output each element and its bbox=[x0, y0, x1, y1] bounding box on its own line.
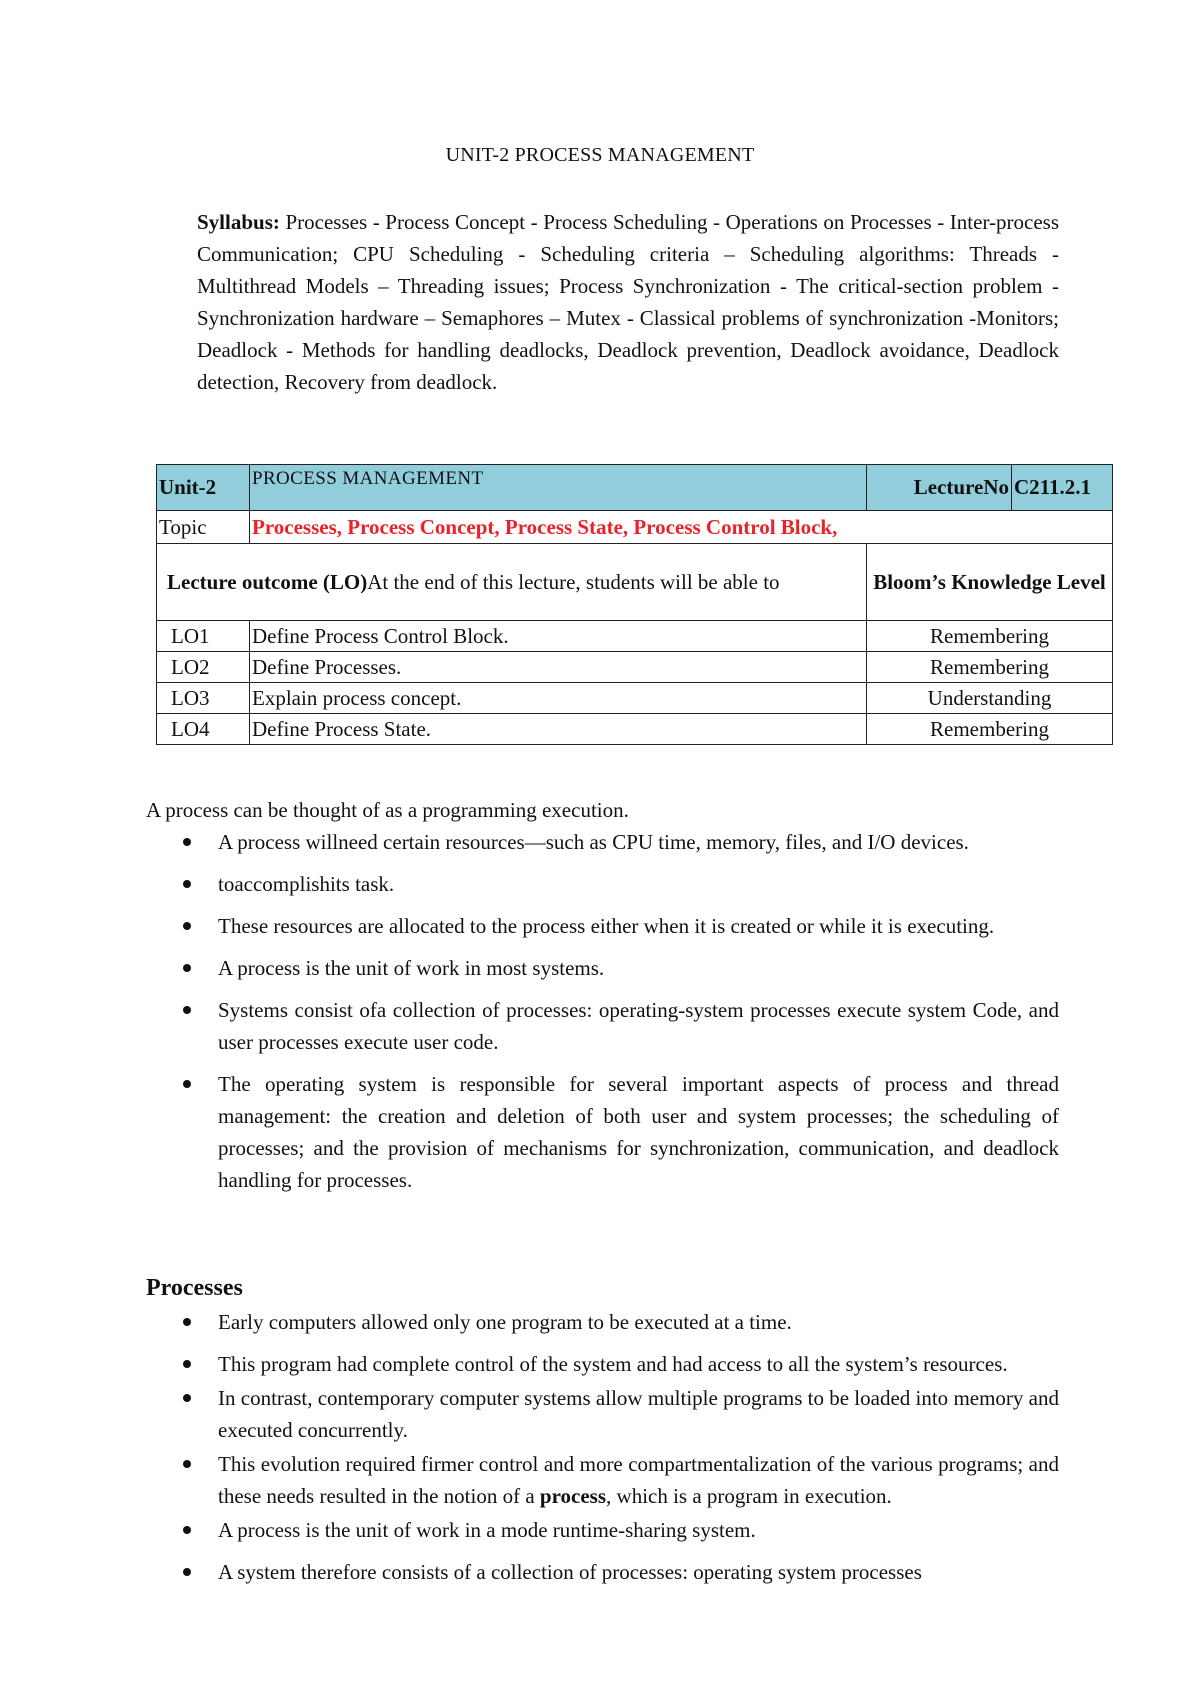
lecture-table bbox=[156, 464, 1113, 745]
evolution-bold-term: process bbox=[539, 1484, 607, 1508]
evolution-text-pre: This evolution required firmer control and more compartmentalization of the various programs; and these needs resulted in the notion of a bbox=[218, 1452, 1059, 1508]
bloom-label: Bloom’s Knowledge Level bbox=[867, 544, 1113, 621]
lo-id: LO3 bbox=[157, 683, 250, 714]
list-item bbox=[183, 1382, 1059, 1446]
lo-id: LO4 bbox=[157, 714, 250, 745]
list-item-text: toaccomplishits task. bbox=[218, 872, 395, 896]
evolution-text-post: , which is a program in execution. bbox=[606, 1484, 892, 1508]
bullet-icon bbox=[183, 1460, 191, 1468]
intro-bullet-list bbox=[183, 826, 1059, 1206]
table-row bbox=[157, 621, 1113, 652]
outcome-cell bbox=[157, 544, 867, 621]
syllabus-paragraph bbox=[197, 206, 1059, 398]
topic-label: Topic bbox=[157, 511, 250, 544]
list-item bbox=[183, 826, 1059, 858]
bullet-icon bbox=[183, 1360, 191, 1368]
list-item bbox=[183, 1556, 1059, 1588]
outcome-text: At the end of this lecture, students will be able to bbox=[367, 569, 780, 594]
list-item bbox=[183, 910, 1059, 942]
unit-label: Unit-2 bbox=[157, 465, 250, 511]
list-item bbox=[183, 1306, 1059, 1338]
lo-level: Remembering bbox=[867, 652, 1113, 683]
list-item bbox=[183, 952, 1059, 984]
bullet-icon bbox=[183, 1006, 191, 1014]
list-item bbox=[183, 1514, 1059, 1546]
lo-text: Define Process Control Block. bbox=[250, 621, 867, 652]
lo-level: Understanding bbox=[867, 683, 1113, 714]
lo-text: Define Process State. bbox=[250, 714, 867, 745]
list-item bbox=[183, 1068, 1059, 1196]
lo-id: LO2 bbox=[157, 652, 250, 683]
outcome-row bbox=[157, 544, 1113, 621]
bullet-icon bbox=[183, 1394, 191, 1402]
lo-id: LO1 bbox=[157, 621, 250, 652]
list-item-text: Systems consist ofa collection of processes: operating-system processes execute system Code, and user processes execute user code. bbox=[218, 998, 1059, 1054]
bullet-icon bbox=[183, 964, 191, 972]
topic-row bbox=[157, 511, 1113, 544]
syllabus-text: Processes - Process Concept - Process Scheduling - Operations on Processes - Inter-process Communication; CPU Scheduling - Scheduling criteria – Scheduling algorithms: Threads -Multithread Models – Threading issues; Process Synchronization - The critical-section problem -Synchronization hardware – Semaphores – Mutex - Classical problems of synchronization -Monitors; Deadlock - Methods for handling deadlocks, Deadlock prevention, Deadlock avoidance, Deadlock detection, Recovery from deadlock. bbox=[197, 210, 1059, 394]
list-item-text: The operating system is responsible for several important aspects of process and thread management: the creation and deletion of both user and system processes; the scheduling of processes; and the provision of mechanisms for synchronization, communication, and deadlock handling for processes. bbox=[218, 1072, 1059, 1192]
syllabus-label: Syllabus: bbox=[197, 210, 280, 234]
list-item-text: A process is the unit of work in most systems. bbox=[218, 956, 605, 980]
document-title: UNIT-2 PROCESS MANAGEMENT bbox=[445, 144, 755, 166]
list-item bbox=[183, 1348, 1059, 1380]
list-item-text: A process is the unit of work in a mode runtime-sharing system. bbox=[218, 1518, 756, 1542]
bullet-icon bbox=[183, 880, 191, 888]
list-item-text: A system therefore consists of a collection of processes: operating system processes bbox=[218, 1560, 922, 1584]
bullet-icon bbox=[183, 1568, 191, 1576]
lo-level: Remembering bbox=[867, 621, 1113, 652]
lecture-code: C211.2.1 bbox=[1012, 465, 1113, 511]
table-row bbox=[157, 714, 1113, 745]
table-row bbox=[157, 683, 1113, 714]
table-row bbox=[157, 652, 1113, 683]
topic-value: Processes, Process Concept, Process State, Process Control Block, bbox=[250, 511, 1113, 544]
unit-title: PROCESS MANAGEMENT bbox=[250, 465, 867, 511]
list-item-text: In contrast, contemporary computer systems allow multiple programs to be loaded into memory and executed concurrently. bbox=[218, 1386, 1059, 1442]
lo-text: Explain process concept. bbox=[250, 683, 867, 714]
list-item bbox=[183, 1448, 1059, 1512]
list-item-text: A process willneed certain resources—such as CPU time, memory, files, and I/O devices. bbox=[218, 830, 969, 854]
processes-bullet-list bbox=[183, 1306, 1059, 1598]
list-item-text: This program had complete control of the system and had access to all the system’s resources. bbox=[218, 1352, 1008, 1376]
bullet-icon bbox=[183, 838, 191, 846]
lo-text: Define Processes. bbox=[250, 652, 867, 683]
intro-paragraph: A process can be thought of as a programming execution. bbox=[146, 798, 629, 822]
processes-heading: Processes bbox=[146, 1275, 243, 1301]
list-item-text: Early computers allowed only one program to be executed at a time. bbox=[218, 1310, 792, 1334]
list-item bbox=[183, 868, 1059, 900]
bullet-icon bbox=[183, 1080, 191, 1088]
lo-level: Remembering bbox=[867, 714, 1113, 745]
bullet-icon bbox=[183, 1526, 191, 1534]
table-header-row bbox=[157, 465, 1113, 511]
bullet-icon bbox=[183, 922, 191, 930]
list-item bbox=[183, 994, 1059, 1058]
list-item-text: These resources are allocated to the process either when it is created or while it is executing. bbox=[218, 914, 995, 938]
bullet-icon bbox=[183, 1318, 191, 1326]
lecture-label: LectureNo bbox=[867, 465, 1012, 511]
outcome-label: Lecture outcome (LO) bbox=[167, 569, 368, 594]
